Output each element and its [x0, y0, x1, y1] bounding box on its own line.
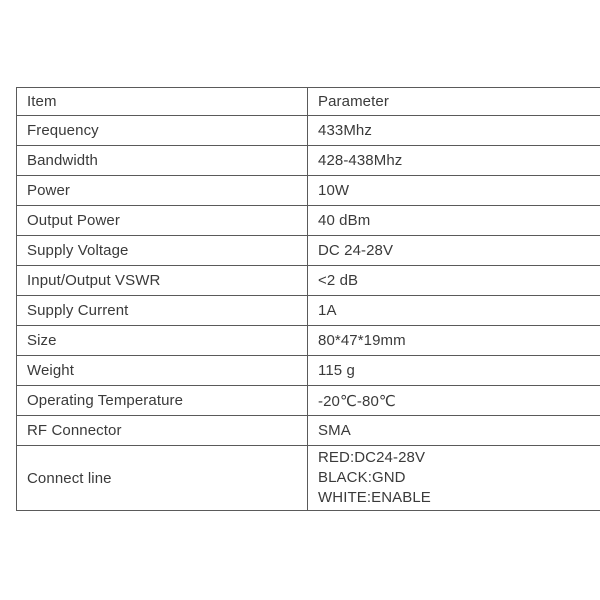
- connect-line-black: BLACK:GND: [318, 469, 406, 486]
- table-row-weight: [17, 356, 600, 386]
- parameter-cell: [308, 446, 600, 511]
- parameter-cell: -20℃-80℃: [308, 386, 600, 416]
- spec-table: [16, 87, 600, 511]
- item-cell: RF Connector: [17, 416, 308, 446]
- table-row-bandwidth: [17, 146, 600, 176]
- parameter-cell: DC 24-28V: [308, 236, 600, 266]
- column-header-item: Item: [17, 88, 308, 116]
- table-row-supply-current: [17, 296, 600, 326]
- table-header-row: [17, 88, 600, 116]
- item-cell: Connect line: [17, 446, 308, 511]
- parameter-cell: 10W: [308, 176, 600, 206]
- item-cell: Operating Temperature: [17, 386, 308, 416]
- parameter-cell: 428-438Mhz: [308, 146, 600, 176]
- table-row-supply-voltage: [17, 236, 600, 266]
- item-cell: Output Power: [17, 206, 308, 236]
- parameter-cell: 115 g: [308, 356, 600, 386]
- item-cell: Size: [17, 326, 308, 356]
- item-cell: Input/Output VSWR: [17, 266, 308, 296]
- item-cell: Weight: [17, 356, 308, 386]
- parameter-cell: 80*47*19mm: [308, 326, 600, 356]
- item-cell: Supply Current: [17, 296, 308, 326]
- table-row-operating-temperature: [17, 386, 600, 416]
- table-row-frequency: [17, 116, 600, 146]
- item-cell: Power: [17, 176, 308, 206]
- table-row-size: [17, 326, 600, 356]
- connect-line-white: WHITE:ENABLE: [318, 489, 431, 506]
- table-row-connect-line: [17, 446, 600, 511]
- table-row-rf-connector: [17, 416, 600, 446]
- parameter-cell: SMA: [308, 416, 600, 446]
- connect-line-red: RED:DC24-28V: [318, 449, 426, 466]
- parameter-cell: 433Mhz: [308, 116, 600, 146]
- column-header-parameter: Parameter: [308, 88, 600, 116]
- parameter-cell: 1A: [308, 296, 600, 326]
- table-row-output-power: [17, 206, 600, 236]
- item-cell: Frequency: [17, 116, 308, 146]
- item-cell: Bandwidth: [17, 146, 308, 176]
- table-row-power: [17, 176, 600, 206]
- parameter-cell: 40 dBm: [308, 206, 600, 236]
- table-row-vswr: [17, 266, 600, 296]
- parameter-cell: <2 dB: [308, 266, 600, 296]
- item-cell: Supply Voltage: [17, 236, 308, 266]
- connect-line-values: [318, 446, 600, 510]
